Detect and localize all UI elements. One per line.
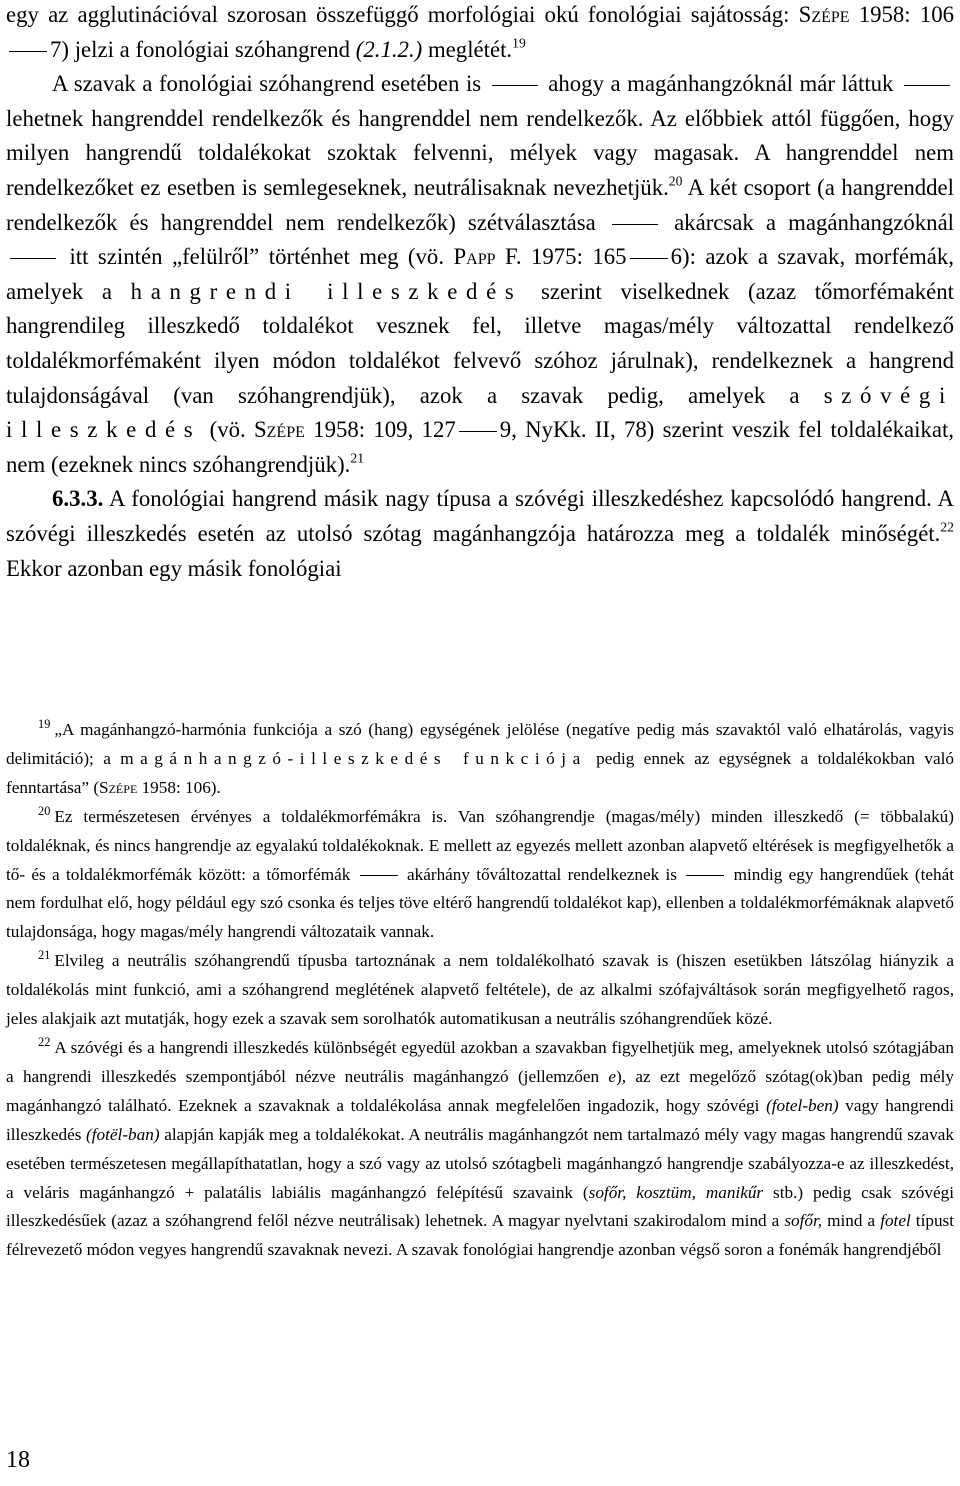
italic-term: e xyxy=(608,1066,617,1086)
footnote-ref-22[interactable]: 22 xyxy=(940,519,954,535)
footnote-number: 19 xyxy=(38,717,51,732)
text-run: 6): azok a szavak, morfémák, amelyek a xyxy=(6,244,954,304)
text-run: 1958: 106). xyxy=(137,777,221,797)
text-run: A fonológiai hangrend másik nagy típusa a szóvégi illeszkedéshez kapcsolódó hangrend. A szóvégi illeszkedés esetén az utolsó szótag magánhangzója határozza meg a toldalék minőségét. xyxy=(6,486,954,546)
footnote-number: 22 xyxy=(38,1035,51,1050)
text-run: itt szintén „felülről” történhet meg (vö. xyxy=(69,244,454,270)
text-run: szerint viselkednek (azaz tőmorfémaként hangrendileg illeszkedő toldalékot vesznek fel, illetve magas/mély változattal rendelkező toldalékmorfémaként ilyen módon toldalékot felvevő szóhoz járulnak), rendelkeznek a hangrend tulajdonságával (van szóhangrendjük), azok a szavak pedig, amelyek a xyxy=(6,278,954,408)
footnote-ref-19[interactable]: 19 xyxy=(512,35,526,51)
italic-term: (fotel-ben) xyxy=(766,1095,839,1115)
text-run: pedig ennek az egységnek a toldalékokban való fenntartása” ( xyxy=(6,748,954,797)
italic-term: fotel xyxy=(880,1211,911,1231)
footnotes xyxy=(6,716,954,1265)
footnote-ref-20[interactable]: 20 xyxy=(668,173,683,189)
em-dash xyxy=(9,51,47,52)
text-run: A két csoport (a hangrenddel rendelkezők és hangrenddel nem rendelkezők) szétválasztása xyxy=(6,174,954,235)
footnote-number: 21 xyxy=(38,948,51,963)
main-text xyxy=(6,0,954,586)
em-dash xyxy=(630,258,668,259)
text-run: ), az ezt megelőző szótag(ok)ban pedig mély magánhangzó található. Ezeknek a szavaknak a toldalékolása annak megfelelően ingadozik, hogy szóvégi xyxy=(6,1066,954,1115)
text-run: „A magánhangzó-harmónia funkciója a szó (hang) egységének jelölése (negatíve pedig más szavaktól való elhatárolás, vagyis delimitáció); a xyxy=(6,720,954,768)
section-number: 6.3.3. xyxy=(52,486,104,512)
footnote-20 xyxy=(6,803,954,948)
spaced-term: magánhangzó-illeszkedés funkciója xyxy=(120,748,587,768)
italic-term: sofőr, xyxy=(784,1211,823,1231)
text-run: vagy hangrendi illeszkedés xyxy=(6,1095,954,1144)
paragraph-1 xyxy=(6,0,954,67)
footnote-number: 20 xyxy=(38,803,51,818)
text-run: akárhány tőváltozattal rendelkeznek is xyxy=(407,864,677,884)
em-dash xyxy=(904,85,950,86)
text-run: Elvileg a neutrális szóhangrendű típusba tartoznának a nem toldalékolható szavak is (hiszen esetükben látszólag hiányzik a toldalékolás mint funkció, ami a szóhangrend meglétének alapvető feltétele), de az alkalmi szófajváltások során megfigyelhető ragos, jeles alakjaik azt mutatják, hogy ezek a szavak sem sorolhatók automatikusan a neutrális szóhangrendűek közé. xyxy=(6,951,954,1029)
em-dash xyxy=(10,258,56,259)
text-run: 1958: 106 xyxy=(849,2,954,27)
text-run: A szavak a fonológiai szóhangrend esetében is xyxy=(52,71,482,97)
footnote-19 xyxy=(6,716,954,803)
em-dash xyxy=(686,875,724,876)
paragraph-2 xyxy=(6,67,954,482)
text-run: akárcsak a magánhangzóknál xyxy=(674,209,955,235)
citation-author: Szépe xyxy=(253,417,305,443)
text-run: mindig egy hangrendűek (tehát nem fordulhat elő, hogy például egy szó csonka és teljes töve eltérő hangrendű toldalékot kap), ellenben a toldalékmorfémáknak alapvető tulajdonsága, hogy magas/mély hangrendi változataik vannak. xyxy=(6,864,955,942)
text-run: meglétét. xyxy=(422,36,513,62)
page-number: 18 xyxy=(6,1447,30,1473)
text-run: lehetnek hangrenddel rendelkezők és hangrenddel nem rendelkezők. Az előbbiek attól függően, hogy milyen hangrendű toldalékokat szoktak felvenni, mélyek vagy magasak. A hangrenddel nem rendelkezőket ez esetben is semlegeseknek, neutrálisaknak nevezhetjük. xyxy=(6,105,954,200)
italic-term: sofőr, kosztüm, manikűr xyxy=(588,1182,764,1202)
citation-author: Szépe xyxy=(99,777,138,797)
text-run: 1975: 165 xyxy=(521,244,627,270)
text-run: 1958: 109, 127 xyxy=(304,417,456,443)
text-run: Ekkor azonban egy másik fonológiai xyxy=(6,555,342,581)
text-run: 7) jelzi a fonológiai szóhangrend xyxy=(50,36,356,62)
section-reference[interactable]: (2.1.2.) xyxy=(355,36,423,62)
em-dash xyxy=(360,875,398,876)
citation-author: Papp F. xyxy=(453,244,522,270)
spaced-term: szóvégi illeszkedés xyxy=(6,382,954,443)
footnote-ref-21[interactable]: 21 xyxy=(350,450,365,466)
em-dash xyxy=(459,431,497,432)
em-dash xyxy=(612,224,658,225)
text-run: (vö. xyxy=(201,417,254,443)
text-run: egy az agglutinációval szorosan összefüggő morfológiai okú fonológiai sajátosság: xyxy=(6,2,799,27)
text-run: mind a xyxy=(822,1211,881,1231)
spaced-term: hangrendi illeszkedés xyxy=(130,278,523,304)
em-dash xyxy=(492,85,538,86)
text-run: típust félrevezető módon vegyes hangrendű szavaknak nevezi. A szavak fonológiai hangrendje azonban végső soron a fonémák hangrendjéből xyxy=(6,1211,954,1260)
footnote-21 xyxy=(6,947,954,1034)
text-run: stb.) pedig csak szóvégi illeszkedésűek (azaz a szóhangrend felől nézve neutrálisak) lehetnek. A magyar nyelvtani szakirodalom mind a xyxy=(6,1182,954,1231)
citation-author: Szépe xyxy=(798,2,850,27)
footnote-22 xyxy=(6,1034,954,1265)
text-run: alapján kapják meg a toldalékokat. A neutrális magánhangzót nem tartalmazó mély vagy magas hangrendű szavak esetében természetesen megállapíthatatlan, hogy a szó vagy az utolsó szótagbeli magánhangzó hangrendje szabályozza-e az illeszkedést, a veláris magánhangzó + palatális labiális magánhangzó felépítésű szavaink ( xyxy=(6,1124,955,1202)
text-run: A szóvégi és a hangrendi illeszkedés különbségét egyedül azokban a szavakban figyelhetjük meg, amelyeknek utolsó szótagjában a hangrendi illeszkedés szempontjából nézve neutrális magánhangzó (jellemzően xyxy=(6,1037,954,1086)
italic-term: (fotël-ban) xyxy=(86,1124,160,1144)
text-run: Ez természetesen érvényes a toldalékmorfémákra is. Van szóhangrendje (magas/mély) minden illeszkedő (= többalakú) toldaléknak, és nincs hangrendje az egyalakú toldalékoknak. E mellett az egyezés mellett azonban alapvető eltérések is megfigyelhetők a tő- és a toldalékmorfémák között: a tőmorfémák xyxy=(6,806,954,884)
text-run: 9, NyKk. II, 78) szerint veszik fel toldalékaikat, nem (ezeknek nincs szóhangrendjük). xyxy=(6,417,954,477)
paragraph-3 xyxy=(6,482,954,586)
text-run: ahogy a magánhangzóknál már láttuk xyxy=(548,71,894,97)
